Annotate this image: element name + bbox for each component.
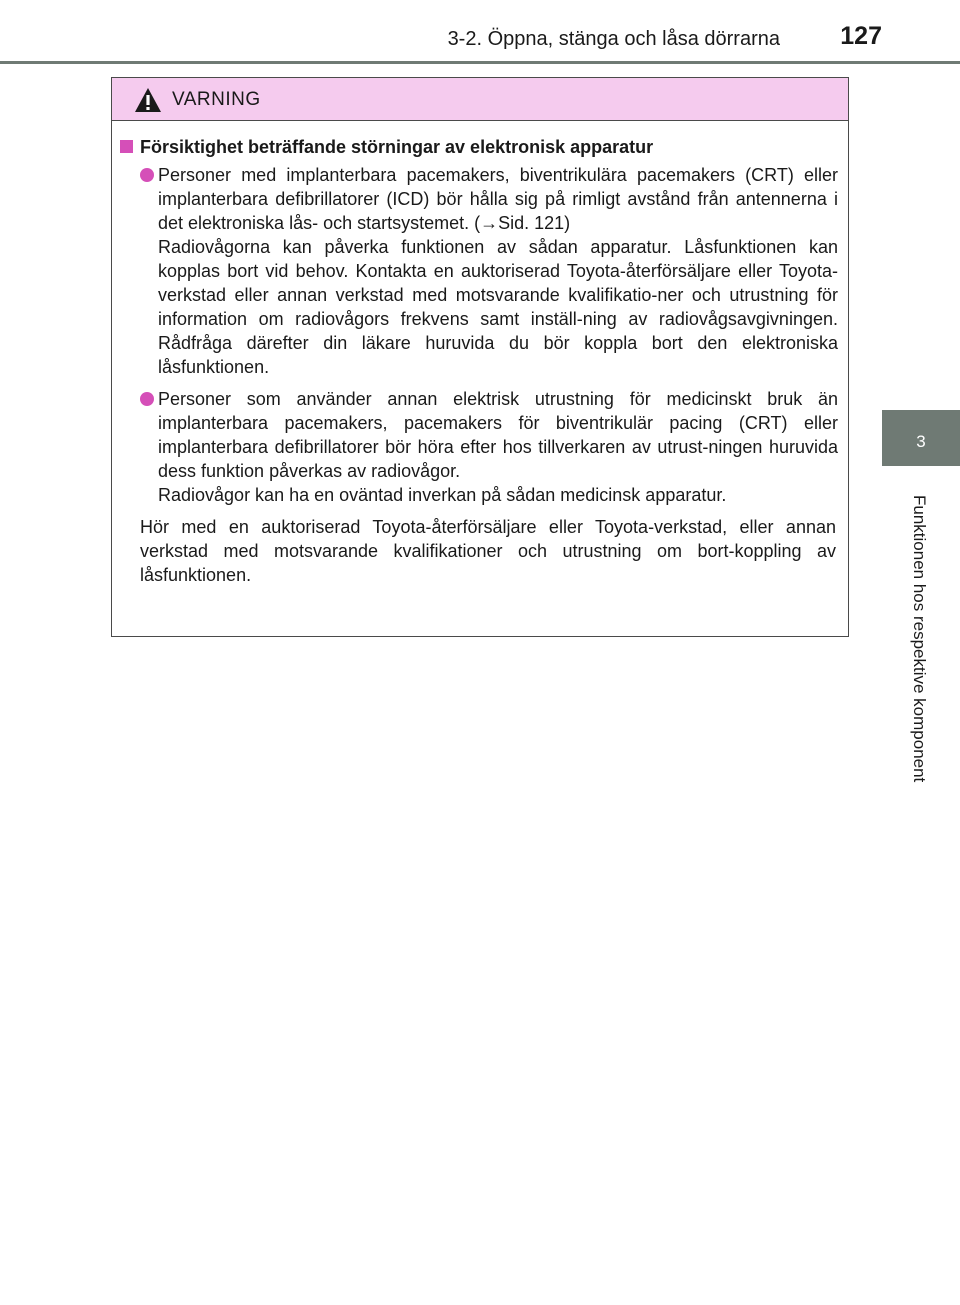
warning-header	[112, 78, 848, 121]
round-bullet-icon	[140, 392, 154, 406]
bullet-paragraph: Radiovågor kan ha en oväntad inverkan på sådan medicinsk apparatur.	[158, 485, 727, 505]
section-title: 3-2. Öppna, stänga och låsa dörrarna	[447, 28, 780, 50]
page-number: 127	[840, 22, 882, 50]
warning-title: VARNING	[172, 89, 261, 110]
header-divider	[0, 61, 960, 64]
list-item	[118, 163, 838, 379]
warning-box	[111, 77, 849, 637]
square-bullet-icon	[120, 140, 133, 153]
warning-triangle-icon	[134, 87, 162, 113]
list-item	[118, 387, 838, 507]
chapter-title: Funktionen hos respektive komponent	[910, 495, 929, 783]
warning-heading	[118, 135, 838, 159]
page-header	[0, 0, 960, 62]
round-bullet-icon	[140, 168, 154, 182]
warning-body	[112, 121, 848, 587]
warning-heading-text: Försiktighet beträffande störningar av elektronisk apparatur	[140, 137, 654, 157]
bullet-paragraph: Personer med implanterbara pacemakers, biventrikulära pacemakers (CRT) eller implanterbara defibrillatorer (ICD) bör hålla sig på rimligt avstånd från antennerna i det elektroniska lås- och startsystemet. (→Sid. 121)	[158, 165, 838, 233]
bullet-paragraph: Radiovågorna kan påverka funktionen av sådan apparatur. Låsfunktionen kan kopplas bort vid behov. Kontakta en auktoriserad Toyota-återförsäljare eller Toyota-verkstad eller annan verkstad med motsvarande kvalifikatio-ner och utrustning för information om radiovågors frekvens samt inställ-ning av radiovågsavgivningen. Rådfråga därefter din läkare huruvida du bör koppla bort den elektroniska låsfunktionen.	[158, 237, 838, 377]
bullet-paragraph: Personer som använder annan elektrisk utrustning för medicinskt bruk än implanterbara pacemakers, pacemakers för biventrikulär pacing (CRT) eller implanterbara defibrillatorer bör höra efter hos tillverkaren av utrust-ningen huruvida dess funktion påverkas av radiovågor.	[158, 389, 838, 481]
chapter-number: 3	[916, 432, 926, 451]
chapter-tab	[882, 410, 960, 466]
closing-paragraph: Hör med en auktoriserad Toyota-återförsäljare eller Toyota-verkstad, eller annan verkstad med motsvarande kvalifikationer och utrustning om bort-koppling av låsfunktionen.	[140, 517, 836, 585]
